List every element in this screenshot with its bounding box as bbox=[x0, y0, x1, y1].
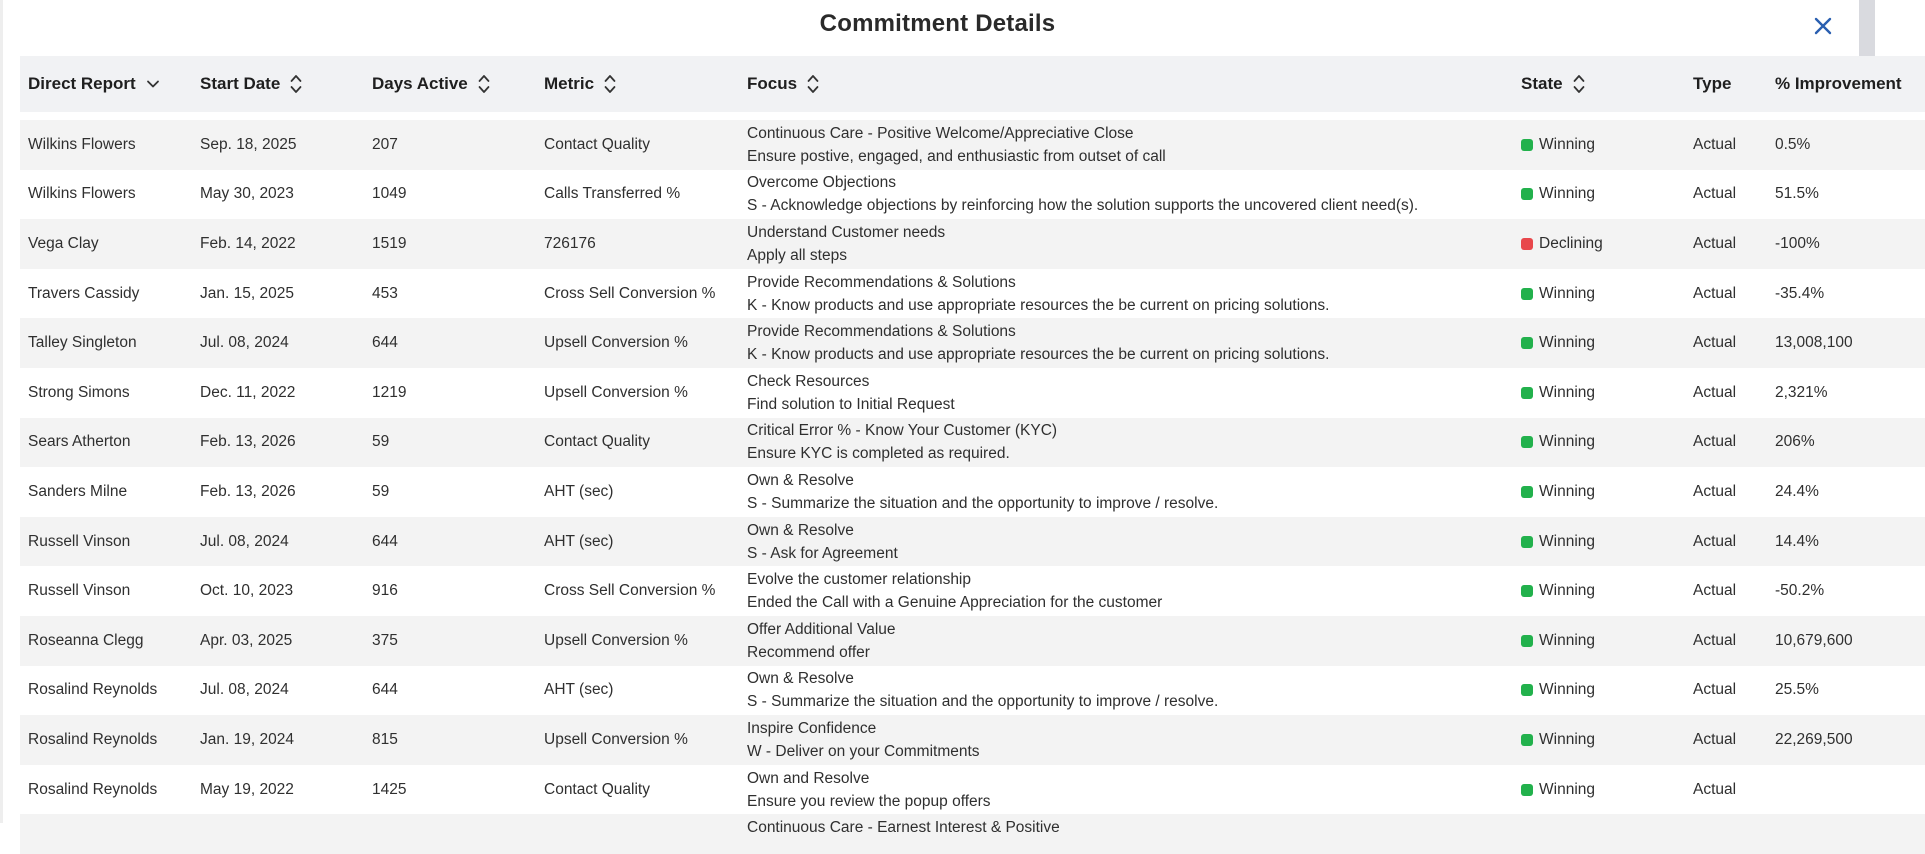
cell-empty bbox=[20, 814, 192, 854]
state-label: Winning bbox=[1539, 185, 1595, 203]
sort-icon[interactable] bbox=[290, 73, 302, 95]
status-dot-green-icon bbox=[1521, 784, 1533, 796]
cell-improvement: 206% bbox=[1767, 418, 1925, 468]
cell-metric: AHT (sec) bbox=[536, 467, 739, 517]
table-row[interactable] bbox=[20, 318, 1925, 368]
commitments-table bbox=[20, 56, 1925, 854]
cell-direct-report: Russell Vinson bbox=[20, 566, 192, 616]
cell-state bbox=[1513, 170, 1685, 220]
cell-days-active: 59 bbox=[364, 418, 536, 468]
column-header-focus[interactable] bbox=[739, 56, 1513, 112]
focus-title: Inspire Confidence bbox=[747, 719, 877, 737]
table-row[interactable] bbox=[20, 517, 1925, 567]
cell-metric: Contact Quality bbox=[536, 120, 739, 170]
state-label: Winning bbox=[1539, 284, 1595, 302]
cell-focus bbox=[739, 666, 1513, 716]
status-dot-green-icon bbox=[1521, 585, 1533, 597]
cell-days-active: 644 bbox=[364, 666, 536, 716]
cell-start-date: Oct. 10, 2023 bbox=[192, 566, 364, 616]
cell-start-date: Dec. 11, 2022 bbox=[192, 368, 364, 418]
table-row[interactable] bbox=[20, 120, 1925, 170]
cell-days-active: 375 bbox=[364, 616, 536, 666]
cell-days-active: 1425 bbox=[364, 765, 536, 815]
state-label: Winning bbox=[1539, 482, 1595, 500]
cell-start-date: Jan. 15, 2025 bbox=[192, 269, 364, 319]
cell-state bbox=[1513, 616, 1685, 666]
status-dot-green-icon bbox=[1521, 436, 1533, 448]
sort-icon[interactable] bbox=[1573, 73, 1585, 95]
cell-improvement: -35.4% bbox=[1767, 269, 1925, 319]
cell-metric: Cross Sell Conversion % bbox=[536, 269, 739, 319]
column-header-days-active[interactable] bbox=[364, 56, 536, 112]
table-row[interactable] bbox=[20, 814, 1925, 854]
cell-metric: 726176 bbox=[536, 219, 739, 269]
cell-empty bbox=[536, 814, 739, 854]
focus-detail: S - Acknowledge objections by reinforcing how the solution supports the uncovered client need(s). bbox=[747, 197, 1419, 215]
cell-focus bbox=[739, 318, 1513, 368]
cell-focus bbox=[739, 170, 1513, 220]
focus-detail: Ensure you review the popup offers bbox=[747, 792, 991, 810]
focus-detail: S - Summarize the situation and the opportunity to improve / resolve. bbox=[747, 494, 1219, 512]
cell-days-active: 59 bbox=[364, 467, 536, 517]
table-row[interactable] bbox=[20, 467, 1925, 517]
focus-detail: K - Know products and use appropriate resources the be current on pricing solutions. bbox=[747, 296, 1330, 314]
column-header-start-date[interactable] bbox=[192, 56, 364, 112]
cell-days-active: 916 bbox=[364, 566, 536, 616]
sort-icon[interactable] bbox=[604, 73, 616, 95]
column-header-label: Type bbox=[1693, 74, 1732, 93]
cell-start-date: Feb. 14, 2022 bbox=[192, 219, 364, 269]
cell-start-date: Jan. 19, 2024 bbox=[192, 715, 364, 765]
state-label: Winning bbox=[1539, 532, 1595, 550]
focus-title: Continuous Care - Earnest Interest & Positive bbox=[747, 819, 1060, 837]
focus-title: Check Resources bbox=[747, 372, 870, 390]
sort-icon[interactable] bbox=[478, 73, 490, 95]
cell-focus bbox=[739, 715, 1513, 765]
close-button[interactable] bbox=[1809, 12, 1837, 40]
focus-title: Provide Recommendations & Solutions bbox=[747, 323, 1016, 341]
column-header-metric[interactable] bbox=[536, 56, 739, 112]
cell-focus bbox=[739, 219, 1513, 269]
focus-title: Own & Resolve bbox=[747, 670, 854, 688]
cell-start-date: Feb. 13, 2026 bbox=[192, 418, 364, 468]
cell-type: Actual bbox=[1685, 765, 1767, 815]
table-row[interactable] bbox=[20, 616, 1925, 666]
table-row[interactable] bbox=[20, 418, 1925, 468]
cell-improvement: 13,008,100 bbox=[1767, 318, 1925, 368]
cell-type: Actual bbox=[1685, 517, 1767, 567]
cell-state bbox=[1513, 467, 1685, 517]
table-row[interactable] bbox=[20, 765, 1925, 815]
cell-days-active: 207 bbox=[364, 120, 536, 170]
state-label: Winning bbox=[1539, 681, 1595, 699]
cell-start-date: Sep. 18, 2025 bbox=[192, 120, 364, 170]
cell-focus bbox=[739, 368, 1513, 418]
status-dot-red-icon bbox=[1521, 238, 1533, 250]
commitments-table-container[interactable] bbox=[20, 56, 1902, 837]
status-dot-green-icon bbox=[1521, 684, 1533, 696]
sort-icon[interactable] bbox=[807, 73, 819, 95]
column-header-direct-report[interactable] bbox=[20, 56, 192, 112]
cell-state bbox=[1513, 120, 1685, 170]
cell-start-date: Apr. 03, 2025 bbox=[192, 616, 364, 666]
cell-metric: Upsell Conversion % bbox=[536, 368, 739, 418]
status-dot-green-icon bbox=[1521, 486, 1533, 498]
cell-empty bbox=[1513, 814, 1685, 854]
cell-days-active: 453 bbox=[364, 269, 536, 319]
cell-improvement: 22,269,500 bbox=[1767, 715, 1925, 765]
cell-type: Actual bbox=[1685, 269, 1767, 319]
status-dot-green-icon bbox=[1521, 536, 1533, 548]
cell-state bbox=[1513, 715, 1685, 765]
column-header-label: State bbox=[1521, 74, 1563, 93]
cell-metric: Upsell Conversion % bbox=[536, 616, 739, 666]
status-dot-green-icon bbox=[1521, 387, 1533, 399]
cell-direct-report: Vega Clay bbox=[20, 219, 192, 269]
cell-start-date: Jul. 08, 2024 bbox=[192, 666, 364, 716]
focus-title: Overcome Objections bbox=[747, 174, 897, 192]
cell-state bbox=[1513, 269, 1685, 319]
cell-start-date: Feb. 13, 2026 bbox=[192, 467, 364, 517]
table-row[interactable] bbox=[20, 566, 1925, 616]
cell-start-date: May 30, 2023 bbox=[192, 170, 364, 220]
modal-title: Commitment Details bbox=[819, 10, 1056, 37]
cell-days-active: 1219 bbox=[364, 368, 536, 418]
state-label: Winning bbox=[1539, 582, 1595, 600]
focus-detail: Ensure KYC is completed as required. bbox=[747, 445, 1010, 463]
cell-improvement bbox=[1767, 765, 1925, 815]
cell-start-date: May 19, 2022 bbox=[192, 765, 364, 815]
cell-type: Actual bbox=[1685, 616, 1767, 666]
cell-direct-report: Travers Cassidy bbox=[20, 269, 192, 319]
focus-title: Own & Resolve bbox=[747, 471, 854, 489]
cell-state bbox=[1513, 418, 1685, 468]
table-row[interactable] bbox=[20, 170, 1925, 220]
status-dot-green-icon bbox=[1521, 635, 1533, 647]
column-header-label: Focus bbox=[747, 74, 798, 93]
cell-empty bbox=[1685, 814, 1767, 854]
cell-type: Actual bbox=[1685, 120, 1767, 170]
focus-detail: Apply all steps bbox=[747, 246, 847, 264]
cell-direct-report: Strong Simons bbox=[20, 368, 192, 418]
cell-direct-report: Rosalind Reynolds bbox=[20, 666, 192, 716]
focus-title: Understand Customer needs bbox=[747, 223, 946, 241]
cell-type: Actual bbox=[1685, 318, 1767, 368]
focus-title: Own and Resolve bbox=[747, 769, 870, 787]
cell-metric: Cross Sell Conversion % bbox=[536, 566, 739, 616]
focus-title: Own & Resolve bbox=[747, 521, 854, 539]
status-dot-green-icon bbox=[1521, 734, 1533, 746]
cell-improvement: 24.4% bbox=[1767, 467, 1925, 517]
status-dot-green-icon bbox=[1521, 288, 1533, 300]
cell-direct-report: Sears Atherton bbox=[20, 418, 192, 468]
table-header-row bbox=[20, 56, 1925, 112]
cell-state bbox=[1513, 765, 1685, 815]
table-row[interactable] bbox=[20, 368, 1925, 418]
cell-metric: Upsell Conversion % bbox=[536, 318, 739, 368]
cell-state bbox=[1513, 666, 1685, 716]
focus-title: Provide Recommendations & Solutions bbox=[747, 273, 1016, 291]
cell-type: Actual bbox=[1685, 715, 1767, 765]
cell-focus bbox=[739, 566, 1513, 616]
cell-focus bbox=[739, 467, 1513, 517]
cell-direct-report: Rosalind Reynolds bbox=[20, 765, 192, 815]
cell-direct-report: Talley Singleton bbox=[20, 318, 192, 368]
cell-state bbox=[1513, 517, 1685, 567]
cell-focus bbox=[739, 418, 1513, 468]
table-row[interactable] bbox=[20, 666, 1925, 716]
state-label: Winning bbox=[1539, 433, 1595, 451]
table-row[interactable] bbox=[20, 715, 1925, 765]
column-header-label: Direct Report bbox=[28, 74, 136, 93]
state-label: Winning bbox=[1539, 334, 1595, 352]
cell-days-active: 644 bbox=[364, 517, 536, 567]
focus-title: Continuous Care - Positive Welcome/Appreciative Close bbox=[747, 124, 1134, 142]
close-icon bbox=[1813, 16, 1833, 36]
cell-metric: AHT (sec) bbox=[536, 517, 739, 567]
cell-focus bbox=[739, 269, 1513, 319]
focus-detail: S - Ask for Agreement bbox=[747, 544, 898, 562]
cell-days-active: 1519 bbox=[364, 219, 536, 269]
focus-title: Evolve the customer relationship bbox=[747, 571, 972, 589]
state-label: Declining bbox=[1539, 234, 1603, 252]
cell-type: Actual bbox=[1685, 566, 1767, 616]
cell-type: Actual bbox=[1685, 219, 1767, 269]
state-label: Winning bbox=[1539, 730, 1595, 748]
status-dot-green-icon bbox=[1521, 188, 1533, 200]
column-header--improvement bbox=[1767, 56, 1925, 112]
focus-detail: Ended the Call with a Genuine Appreciation for the customer bbox=[747, 594, 1163, 612]
cell-improvement: -50.2% bbox=[1767, 566, 1925, 616]
cell-type: Actual bbox=[1685, 467, 1767, 517]
modal-left-edge bbox=[0, 0, 3, 823]
focus-detail: Find solution to Initial Request bbox=[747, 395, 955, 413]
focus-detail: Ensure postive, engaged, and enthusiastic from outset of call bbox=[747, 147, 1166, 165]
table-row[interactable] bbox=[20, 219, 1925, 269]
focus-detail: Recommend offer bbox=[747, 643, 870, 661]
cell-empty bbox=[364, 814, 536, 854]
cell-type: Actual bbox=[1685, 170, 1767, 220]
column-header-label: Days Active bbox=[372, 74, 468, 93]
cell-improvement: 25.5% bbox=[1767, 666, 1925, 716]
cell-metric: Upsell Conversion % bbox=[536, 715, 739, 765]
cell-type: Actual bbox=[1685, 368, 1767, 418]
cell-empty bbox=[1767, 814, 1925, 854]
cell-days-active: 644 bbox=[364, 318, 536, 368]
cell-focus bbox=[739, 814, 1513, 854]
cell-direct-report: Sanders Milne bbox=[20, 467, 192, 517]
cell-improvement: 10,679,600 bbox=[1767, 616, 1925, 666]
table-row[interactable] bbox=[20, 269, 1925, 319]
cell-metric: Contact Quality bbox=[536, 765, 739, 815]
cell-state bbox=[1513, 368, 1685, 418]
cell-type: Actual bbox=[1685, 418, 1767, 468]
cell-days-active: 815 bbox=[364, 715, 536, 765]
focus-title: Offer Additional Value bbox=[747, 620, 896, 638]
cell-start-date: Jul. 08, 2024 bbox=[192, 517, 364, 567]
state-label: Winning bbox=[1539, 780, 1595, 798]
column-header-label: Start Date bbox=[200, 74, 281, 93]
cell-direct-report: Roseanna Clegg bbox=[20, 616, 192, 666]
cell-focus bbox=[739, 765, 1513, 815]
cell-focus bbox=[739, 120, 1513, 170]
status-dot-green-icon bbox=[1521, 337, 1533, 349]
cell-metric: AHT (sec) bbox=[536, 666, 739, 716]
cell-days-active: 1049 bbox=[364, 170, 536, 220]
cell-direct-report: Russell Vinson bbox=[20, 517, 192, 567]
cell-metric: Contact Quality bbox=[536, 418, 739, 468]
column-header-state[interactable] bbox=[1513, 56, 1685, 112]
column-header-label: Metric bbox=[544, 74, 595, 93]
status-dot-green-icon bbox=[1521, 139, 1533, 151]
cell-state bbox=[1513, 318, 1685, 368]
cell-type: Actual bbox=[1685, 666, 1767, 716]
cell-focus bbox=[739, 616, 1513, 666]
state-label: Winning bbox=[1539, 383, 1595, 401]
cell-metric: Calls Transferred % bbox=[536, 170, 739, 220]
cell-improvement: 51.5% bbox=[1767, 170, 1925, 220]
cell-improvement: -100% bbox=[1767, 219, 1925, 269]
state-label: Winning bbox=[1539, 631, 1595, 649]
cell-direct-report: Wilkins Flowers bbox=[20, 120, 192, 170]
cell-state bbox=[1513, 219, 1685, 269]
chevron-down-icon[interactable] bbox=[146, 77, 160, 91]
cell-improvement: 0.5% bbox=[1767, 120, 1925, 170]
focus-detail: K - Know products and use appropriate resources the be current on pricing solutions. bbox=[747, 346, 1330, 364]
cell-direct-report: Rosalind Reynolds bbox=[20, 715, 192, 765]
cell-direct-report: Wilkins Flowers bbox=[20, 170, 192, 220]
cell-start-date: Jul. 08, 2024 bbox=[192, 318, 364, 368]
focus-detail: W - Deliver on your Commitments bbox=[747, 742, 980, 760]
focus-detail: S - Summarize the situation and the opportunity to improve / resolve. bbox=[747, 693, 1219, 711]
cell-state bbox=[1513, 566, 1685, 616]
cell-focus bbox=[739, 517, 1513, 567]
column-header-label: % Improvement bbox=[1775, 74, 1902, 93]
state-label: Winning bbox=[1539, 135, 1595, 153]
column-header-type bbox=[1685, 56, 1767, 112]
cell-improvement: 14.4% bbox=[1767, 517, 1925, 567]
focus-title: Critical Error % - Know Your Customer (KYC) bbox=[747, 422, 1058, 440]
cell-improvement: 2,321% bbox=[1767, 368, 1925, 418]
cell-empty bbox=[192, 814, 364, 854]
